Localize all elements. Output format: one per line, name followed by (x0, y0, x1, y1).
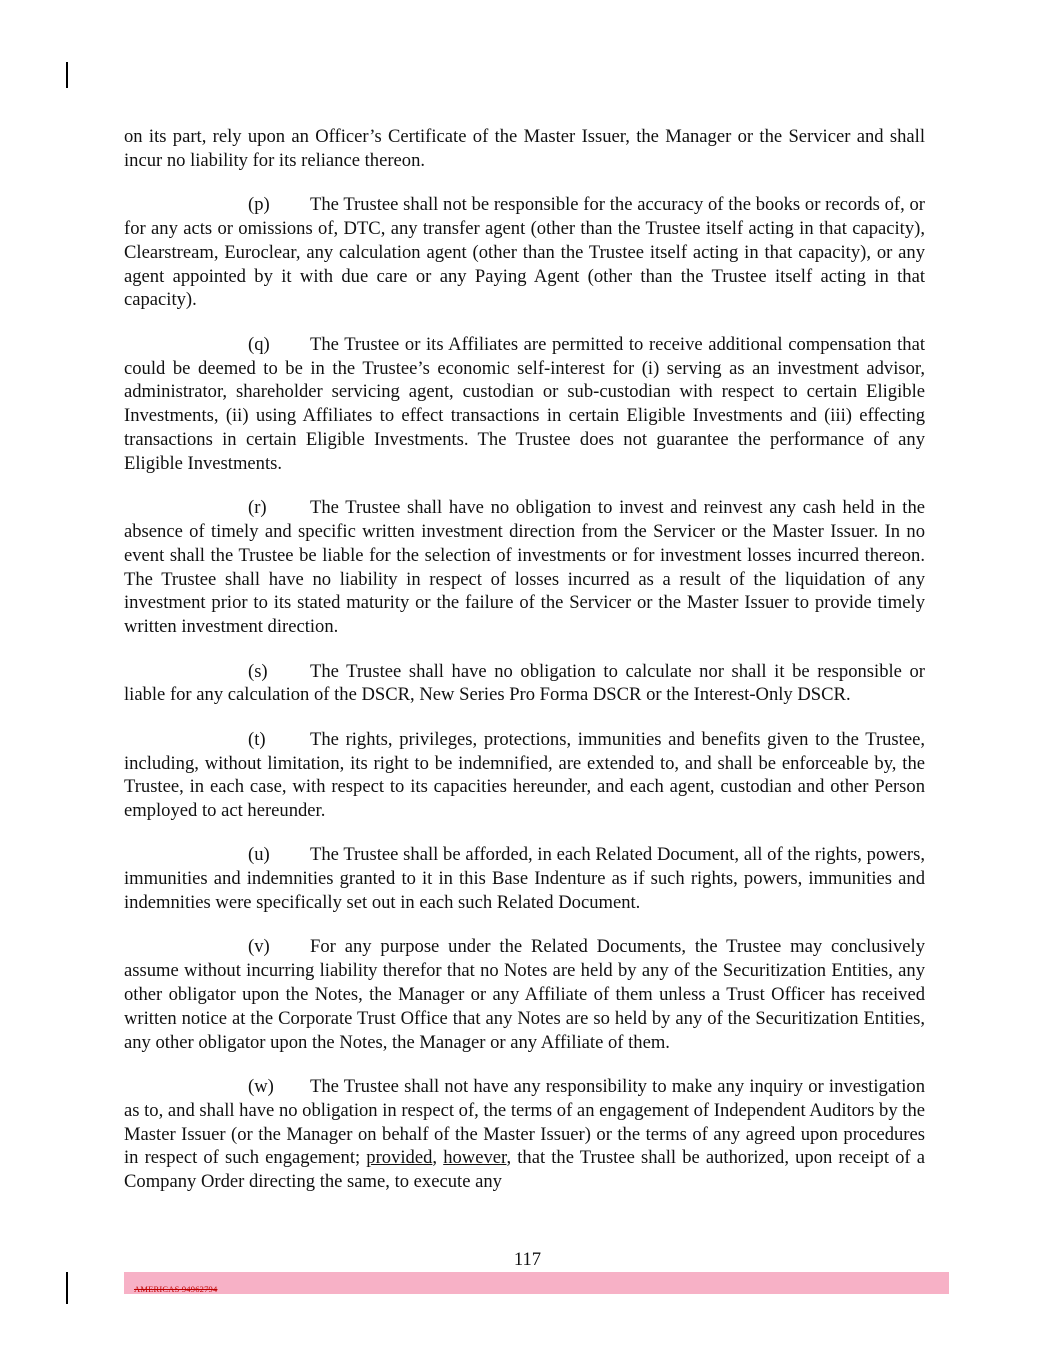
paragraph-text: For any purpose under the Related Documents, the Trustee may conclusively assume without incurring liability therefor that no Notes are held by any of the Securitization Entities, any other obligator upon the Notes, the Manager or any Affiliate of them unless a Trust Officer has received written notice at the Corporate Trust Office that any Notes are so held by any of the Securitization Entities, any other obligator upon the Notes, the Manager or any Affiliate of them. (124, 936, 925, 1053)
paragraph-label: (w) (248, 1076, 274, 1098)
paragraph-text: The Trustee shall not be responsible for the accuracy of the books or records of, or for any acts or omissions of, DTC, any transfer agent (other than the Trustee itself acting in that capacity), Clearstream, Euroclear, any calculation agent (other than the Trustee itself acting in that capacity), or any agent appointed by it with due care or any Paying Agent (other than the Trustee itself acting in that capacity). (124, 194, 925, 311)
provided-term: provided (366, 1147, 433, 1169)
paragraph-label: (t) (248, 728, 266, 750)
however-term: however (443, 1147, 507, 1169)
footer-highlight-strip (124, 1272, 949, 1294)
paragraph-label: (r) (248, 497, 267, 519)
paragraph-s (124, 660, 925, 708)
paragraph-r (124, 496, 925, 639)
paragraph-text: The Trustee shall be afforded, in each Related Document, all of the rights, powers, immunities and indemnities granted to it in this Base Indenture as if such rights, powers, immunities and indemnities were specifically set out in each such Related Document. (124, 844, 925, 914)
paragraph-v (124, 935, 925, 1054)
paragraph-label: (v) (248, 936, 270, 958)
revision-bar-bottom (66, 1272, 68, 1304)
paragraph-label: (p) (248, 194, 270, 216)
document-id: AMERICAS 94962794 (134, 1284, 218, 1294)
document-body (124, 125, 925, 1215)
paragraph-t (124, 728, 925, 823)
paragraph-text: The Trustee shall not have any responsibility to make any inquiry or investigation as to, and shall have no obligation in respect of, the terms of an engagement of Independent Auditors by the Master Issuer (or the Manager on behalf of the Master Issuer) or the terms of any agreed upon procedures in respect of such engagement; (124, 1076, 925, 1169)
paragraph-label: (u) (248, 844, 270, 866)
revision-bar-top (66, 62, 68, 88)
paragraph-text-end: , that the Trustee shall be authorized, upon receipt of a Company Order directing the same, to execute any (124, 1147, 926, 1193)
paragraph-text: The rights, privileges, protections, immunities and benefits given to the Trustee, including, without limitation, its right to be indemnified, are extended to, and shall be enforceable by, the Trustee, in each case, with respect to its capacities hereunder, and each agent, custodian and other Person employed to act hereunder. (124, 728, 925, 822)
paragraph-label: (q) (248, 333, 270, 355)
paragraph-q (124, 333, 925, 476)
paragraph-p (124, 193, 925, 312)
intro-paragraph: on its part, rely upon an Officer’s Certificate of the Master Issuer, the Manager or the Servicer and shall incur no liability for its reliance thereon. (124, 126, 925, 171)
paragraph-w (124, 1075, 925, 1194)
paragraph-u (124, 843, 925, 914)
paragraph-text: The Trustee or its Affiliates are permitted to receive additional compensation that could be deemed to be in the Trustee’s economic self-interest for (i) serving as an investment advisor, administrator, shareholder servicing agent, custodian or sub-custodian with respect to certain Eligible Investments, (ii) using Affiliates to effect transactions in certain Eligible Investments and (iii) effecting transactions in certain Eligible Investments. The Trustee does not guarantee the performance of any Eligible Investments. (124, 333, 925, 474)
page-number: 117 (513, 1249, 542, 1270)
paragraph-label: (s) (248, 660, 268, 682)
paragraph-text: The Trustee shall have no obligation to calculate nor shall it be responsible or liable for any calculation of the DSCR, New Series Pro Forma DSCR or the Interest-Only DSCR. (124, 660, 925, 706)
paragraph-text: The Trustee shall have no obligation to invest and reinvest any cash held in the absence of timely and specific written investment direction from the Servicer or the Master Issuer. In no event shall the Trustee be liable for the selection of investments or for investment losses incurred thereon. The Trustee shall have no liability in respect of losses incurred as a result of the liquidation of any investment prior to its stated maturity or the failure of the Servicer or the Master Issuer to provide timely written investment direction. (124, 497, 925, 638)
term-separator: , (432, 1147, 444, 1169)
